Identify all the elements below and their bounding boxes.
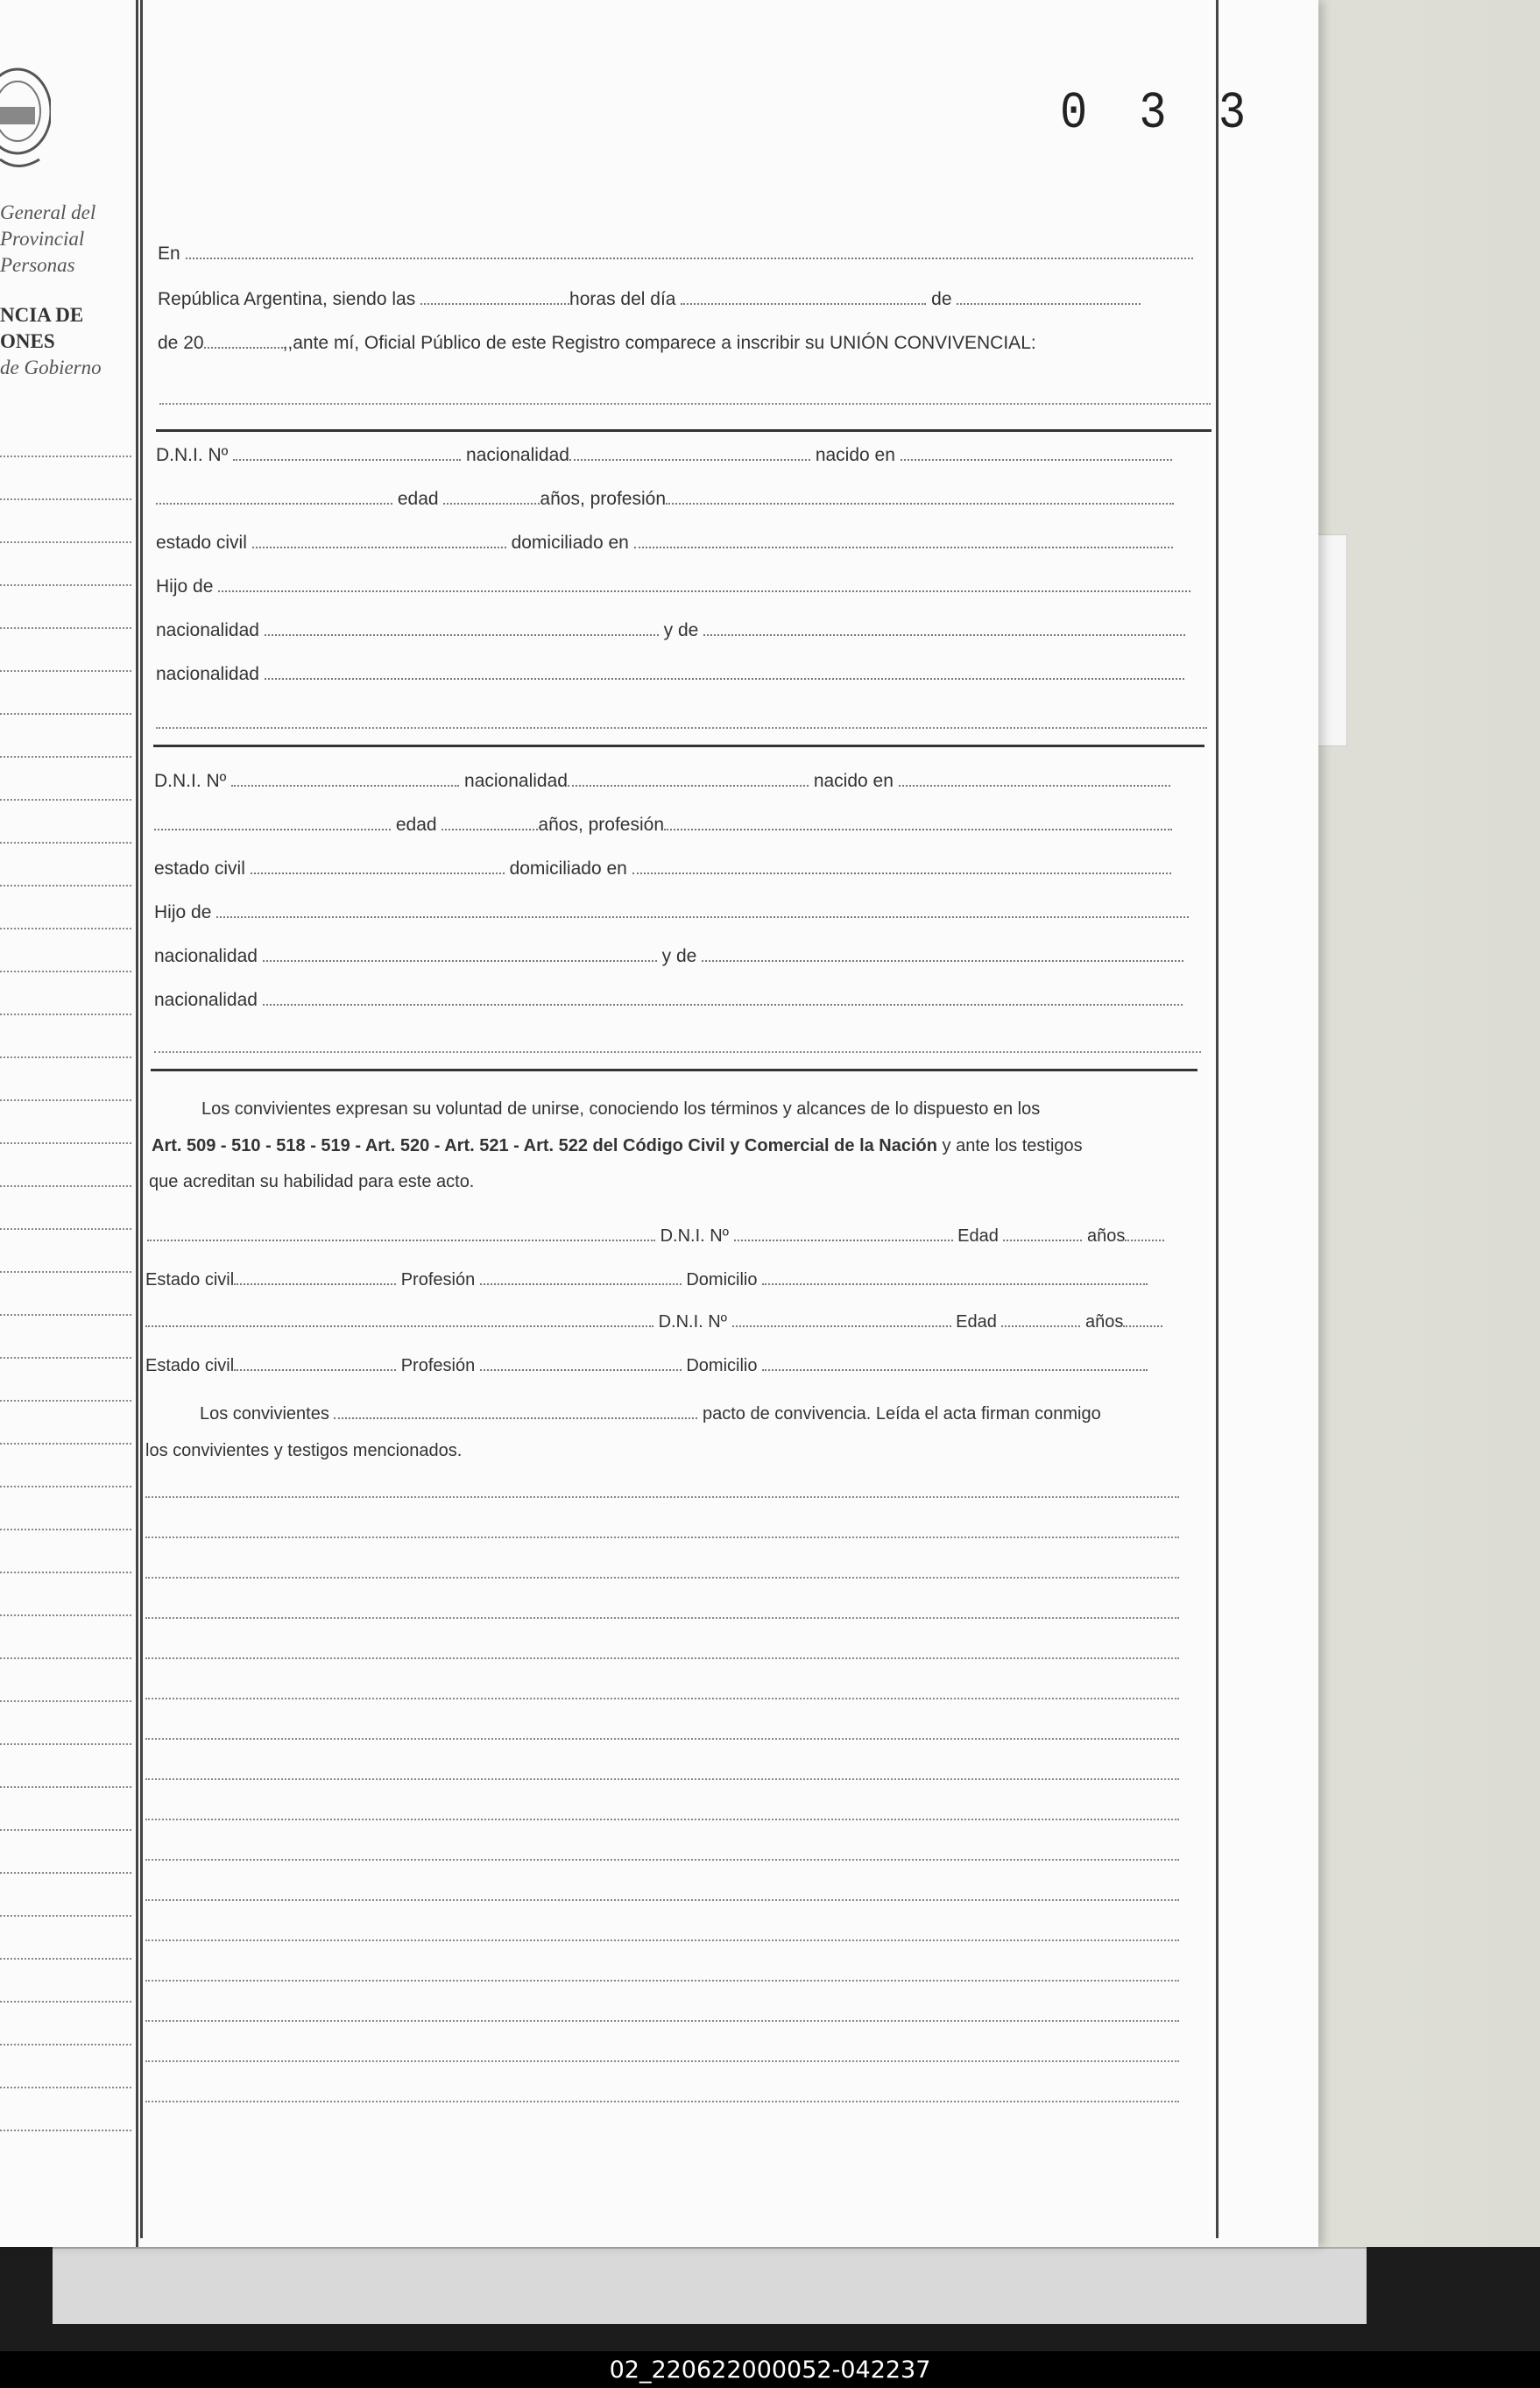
- blank-dni[interactable]: [231, 773, 459, 787]
- blank-line[interactable]: [159, 403, 1211, 405]
- blank-birthplace[interactable]: [154, 816, 391, 830]
- binder-ledge: [53, 2247, 1367, 2324]
- p1-nac-line: [156, 620, 1185, 641]
- label-anos: años: [1084, 1312, 1124, 1332]
- binder-bottom: [0, 2247, 1540, 2352]
- stub-dotted-line: [0, 1400, 131, 1402]
- label-dni: D.N.I. Nº: [154, 771, 227, 791]
- blank-annotation-line[interactable]: [145, 1778, 1179, 1780]
- label-republica: República Argentina, siendo las: [158, 289, 416, 309]
- label-anos-profesion: años, profesión: [538, 815, 665, 835]
- blank-pacto[interactable]: [334, 1405, 697, 1419]
- stub-dotted-line: [0, 1228, 131, 1230]
- label-estado-civil: Estado civil: [145, 1270, 235, 1289]
- blank-witness-dni[interactable]: [734, 1227, 953, 1241]
- label-domicilio: Domicilio: [686, 1270, 758, 1289]
- label-domiciliado: domiciliado en: [511, 533, 629, 553]
- stub-dotted-line: [0, 799, 131, 801]
- stub-dotted-line: [0, 456, 131, 457]
- p2-hijo-line: [154, 902, 1189, 923]
- blank-witness-domicilio[interactable]: [762, 1271, 1148, 1285]
- blank-day[interactable]: [681, 291, 926, 305]
- stub-italic-line: Provincial: [0, 228, 85, 250]
- label-estado-civil: estado civil: [154, 858, 245, 879]
- stub-dotted-line: [0, 1572, 131, 1573]
- label-de20: de 20: [158, 333, 204, 353]
- label-edad: edad: [395, 815, 437, 835]
- stub-bold-line: NCIA DE: [0, 304, 84, 326]
- stub-dotted-line: [0, 1786, 131, 1788]
- label-edad: edad: [397, 489, 439, 509]
- stub-dotted-line: [0, 1743, 131, 1745]
- articles-reference: Art. 509 - 510 - 518 - 519 - Art. 520 - Art. 521 - Art. 522 del Código Civil y Comercial de la Nación: [152, 1136, 937, 1155]
- stub-province-name: [0, 302, 131, 355]
- blank-annotation-line[interactable]: [145, 1819, 1179, 1820]
- stub-dotted-line: [0, 1099, 131, 1101]
- blank-annotation-line[interactable]: [145, 2101, 1179, 2102]
- stub-dotted-line: [0, 1657, 131, 1659]
- stub-dotted-line: [0, 541, 131, 543]
- label-profesion: Profesión: [400, 1270, 476, 1289]
- stub-dotted-line: [0, 885, 131, 887]
- body-articles-line: [152, 1136, 1083, 1156]
- label-pacto: pacto de convivencia. Leída el acta firman conmigo: [703, 1404, 1101, 1424]
- blank-witness-profesion[interactable]: [480, 1271, 682, 1285]
- label-edad: Edad: [957, 1226, 999, 1246]
- stub-ministry: de Gobierno: [0, 357, 102, 378]
- label-en: En: [158, 244, 180, 264]
- blank-annotation-line[interactable]: [145, 1657, 1179, 1659]
- blank-annotation-line[interactable]: [145, 1577, 1179, 1579]
- stub-dotted-line: [0, 1829, 131, 1831]
- label-nacionalidad: nacionalidad: [464, 771, 568, 791]
- label-domiciliado: domiciliado en: [509, 858, 627, 879]
- blank[interactable]: [1125, 1227, 1164, 1241]
- stub-dotted-line: [0, 2130, 131, 2131]
- blank-hijo-de[interactable]: [216, 904, 1189, 918]
- header-line-2: [158, 289, 1141, 310]
- section-rule: [156, 429, 1212, 432]
- label-estado-civil: estado civil: [156, 533, 247, 553]
- closing-line-2: los convivientes y testigos mencionados.: [145, 1441, 463, 1460]
- stub-dotted-line: [0, 842, 131, 844]
- stub-dotted-line: [0, 1142, 131, 1144]
- blank-profesion[interactable]: [664, 816, 1172, 830]
- blank-annotation-line[interactable]: [145, 2060, 1179, 2062]
- p2-edad-line: [154, 815, 1172, 836]
- p1-nac2-line: [156, 664, 1184, 685]
- stub-dotted-line: [0, 1486, 131, 1487]
- blank-annotation-line[interactable]: [145, 1496, 1179, 1498]
- blank-annotation-line[interactable]: [145, 1698, 1179, 1699]
- label-anos: años: [1086, 1226, 1126, 1246]
- body-paragraph-1: Los convivientes expresan su voluntad de unirse, conociendo los términos y alcances de lo dispuesto en los: [201, 1099, 1041, 1119]
- label-hijo-de: Hijo de: [154, 902, 212, 922]
- label-horas: horas del día: [569, 289, 676, 309]
- blank-annotation-line[interactable]: [145, 1939, 1179, 1941]
- blank-witness-name[interactable]: [147, 1227, 655, 1241]
- acta-number: 0 3 3: [1060, 83, 1259, 144]
- stub-dotted-line: [0, 1185, 131, 1187]
- blank-nacionalidad-padre[interactable]: [263, 948, 657, 962]
- stub-italic-line: General del: [0, 201, 96, 223]
- blank-year[interactable]: [204, 335, 283, 349]
- p2-nac-line: [154, 946, 1183, 967]
- blank-nacionalidad-padre[interactable]: [265, 622, 659, 636]
- p2-nac2-line: [154, 990, 1183, 1011]
- stub-dotted-line: [0, 1872, 131, 1874]
- blank-witness-domicilio[interactable]: [762, 1357, 1148, 1371]
- blank-madre[interactable]: [703, 622, 1185, 636]
- label-edad: Edad: [956, 1312, 997, 1332]
- stub-italic-line: Personas: [0, 254, 75, 276]
- blank-profesion[interactable]: [666, 491, 1174, 505]
- stub-dotted-line: [0, 1529, 131, 1530]
- blank-witness-profesion[interactable]: [480, 1357, 682, 1371]
- label-hijo-de: Hijo de: [156, 576, 214, 597]
- stub-dotted-line: [0, 1014, 131, 1015]
- label-convivientes: Los convivientes: [200, 1404, 329, 1424]
- stub-dotted-line: [0, 756, 131, 758]
- witness2-line1: [145, 1312, 1162, 1332]
- stub-dotted-line: [0, 1314, 131, 1316]
- label-de: de: [931, 289, 952, 309]
- blank-annotation-line[interactable]: [145, 1617, 1179, 1619]
- blank-nacionalidad-madre[interactable]: [265, 666, 1184, 680]
- blank-nacido-en[interactable]: [901, 447, 1172, 461]
- label-nacido-en: nacido en: [813, 771, 894, 791]
- label-y-de: y de: [663, 620, 699, 640]
- label-nacionalidad: nacionalidad: [154, 990, 258, 1010]
- label-nacionalidad: nacionalidad: [156, 664, 259, 684]
- label-y-de: y de: [661, 946, 697, 966]
- coat-of-arms-seal-icon: [0, 63, 51, 177]
- blank-witness-dni[interactable]: [732, 1313, 951, 1327]
- blank-madre[interactable]: [702, 948, 1183, 962]
- blank-witness-name[interactable]: [145, 1313, 653, 1327]
- stub-dotted-line: [0, 1443, 131, 1445]
- blank-domicilio[interactable]: [634, 534, 1173, 548]
- stub-dotted-line: [0, 2087, 131, 2088]
- blank-annotation-line[interactable]: [145, 2020, 1179, 2022]
- stub-dotted-line: [0, 1700, 131, 1702]
- stub-dotted-line: [0, 971, 131, 972]
- stub-dotted-line: [0, 1614, 131, 1616]
- blank-hour[interactable]: [420, 291, 569, 305]
- p1-hijo-line: [156, 576, 1190, 597]
- blank-month[interactable]: [957, 291, 1141, 305]
- blank-witness-edad[interactable]: [1003, 1227, 1082, 1241]
- closing-line-1: [200, 1404, 1101, 1424]
- blank-nacionalidad[interactable]: [569, 447, 810, 461]
- stub-dotted-line: [0, 713, 131, 715]
- blank-field[interactable]: [186, 245, 1193, 259]
- section-rule: [151, 1069, 1197, 1071]
- p2-dni-line: [154, 771, 1170, 792]
- p2-estado-line: [154, 858, 1171, 880]
- stub-dotted-line: [0, 584, 131, 586]
- blank-hijo-de[interactable]: [218, 578, 1190, 592]
- blank[interactable]: [1123, 1313, 1162, 1327]
- header-line-3: [158, 333, 1036, 354]
- blank-annotation-line[interactable]: [145, 1859, 1179, 1861]
- stub-dotted-line: [0, 1357, 131, 1359]
- blank-nacido-en[interactable]: [899, 773, 1170, 787]
- label-ante-mi: ,,ante mí, Oficial Público de este Registro comparece a inscribir su UNIÓN CONVIVENCIAL:: [282, 333, 1036, 353]
- p1-dni-line: [156, 445, 1172, 466]
- stub-institution-name: [0, 200, 131, 279]
- blank-estado-civil[interactable]: [252, 534, 506, 548]
- blank-witness-estado[interactable]: [234, 1271, 396, 1285]
- blank-dni[interactable]: [233, 447, 461, 461]
- witness1-line1: [147, 1226, 1164, 1247]
- stub-dotted-line: [0, 2044, 131, 2045]
- stub-bold-line: ONES: [0, 330, 55, 352]
- witness2-line2: [145, 1356, 1148, 1376]
- witness1-line2: [145, 1270, 1148, 1290]
- blank-nacionalidad[interactable]: [568, 773, 809, 787]
- blank-domicilio[interactable]: [632, 860, 1171, 874]
- stub-dotted-line: [0, 928, 131, 929]
- p1-edad-line: [156, 489, 1174, 510]
- blank-line[interactable]: [156, 727, 1207, 729]
- label-nacionalidad: nacionalidad: [156, 620, 259, 640]
- blank-nacionalidad-madre[interactable]: [263, 992, 1183, 1006]
- label-nacido-en: nacido en: [815, 445, 895, 465]
- stub-dotted-line: [0, 1958, 131, 1960]
- blank-annotation-line[interactable]: [145, 1537, 1179, 1538]
- label-anos-profesion: años, profesión: [540, 489, 667, 509]
- label-dni: D.N.I. Nº: [156, 445, 229, 465]
- blank-estado-civil[interactable]: [251, 860, 505, 874]
- stub-dotted-line: [0, 1271, 131, 1273]
- p1-estado-line: [156, 533, 1173, 554]
- blank-line[interactable]: [154, 1051, 1201, 1053]
- label-nacionalidad: nacionalidad: [154, 946, 258, 966]
- stub-dotted-line: [0, 498, 131, 500]
- blank-edad[interactable]: [443, 491, 540, 505]
- header-line-1: [158, 244, 1193, 265]
- stub-dotted-line: [0, 1056, 131, 1058]
- blank-witness-estado[interactable]: [234, 1357, 396, 1371]
- image-caption: 02_220622000052-042237: [609, 2356, 931, 2384]
- blank-birthplace[interactable]: [156, 491, 392, 505]
- label-dni: D.N.I. Nº: [658, 1312, 727, 1332]
- body-paragraph-1c: que acreditan su habilidad para este acto.: [149, 1172, 475, 1191]
- stub-dotted-line: [0, 2001, 131, 2003]
- label-domicilio: Domicilio: [686, 1356, 758, 1375]
- blank-annotation-line[interactable]: [145, 1899, 1179, 1901]
- stub-dotted-line: [0, 670, 131, 672]
- stub-dotted-line: [0, 1915, 131, 1917]
- blank-annotation-line[interactable]: [145, 1980, 1179, 1982]
- blank-annotation-line[interactable]: [145, 1738, 1179, 1740]
- section-rule: [153, 745, 1204, 747]
- body-text-testigos: y ante los testigos: [936, 1136, 1083, 1155]
- label-estado-civil: Estado civil: [145, 1356, 235, 1375]
- label-dni: D.N.I. Nº: [660, 1226, 729, 1246]
- label-profesion: Profesión: [400, 1356, 476, 1375]
- blank-edad[interactable]: [442, 816, 538, 830]
- stub-dotted-line: [0, 627, 131, 629]
- label-nacionalidad: nacionalidad: [466, 445, 569, 465]
- blank-witness-edad[interactable]: [1001, 1313, 1080, 1327]
